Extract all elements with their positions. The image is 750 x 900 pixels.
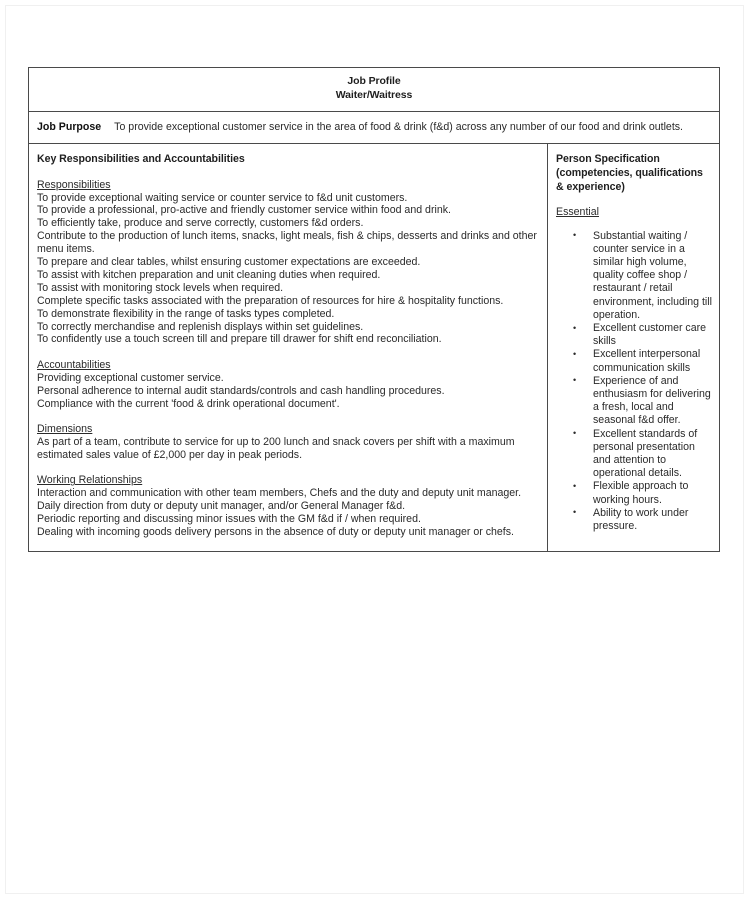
section-line: Complete specific tasks associated with the preparation of resources for hire & hospitality functions. xyxy=(37,294,504,307)
section-line: To correctly merchandise and replenish displays within set guidelines. xyxy=(37,320,364,333)
spacer xyxy=(37,346,539,359)
section-line: To prepare and clear tables, whilst ensuring customer expectations are exceeded. xyxy=(37,256,421,269)
essential-list-item: • Experience of and enthusiasm for delivering a fresh, local and seasonal f&d offer. xyxy=(556,375,713,428)
key-responsibilities-heading: Key Responsibilities and Accountabilities xyxy=(37,153,245,165)
essential-subheading: Essential xyxy=(556,205,599,218)
essential-list-item: • Excellent customer care skills xyxy=(556,322,713,348)
person-specification-heading: Person Specification (competencies, qualifications & experience) xyxy=(556,153,703,194)
person-specification-cell xyxy=(548,144,719,551)
section-line: To assist with kitchen preparation and unit cleaning duties when required. xyxy=(37,268,381,281)
document-body-row xyxy=(29,144,719,551)
section-subheading: Working Relationships xyxy=(37,474,143,487)
page-subtitle: Waiter/Waitress xyxy=(335,88,413,101)
essential-requirements-list xyxy=(556,230,713,534)
document-header-row xyxy=(29,68,719,112)
spacer xyxy=(556,219,713,230)
section-line: To demonstrate flexibility in the range of tasks types completed. xyxy=(37,307,335,320)
section-line: To assist with monitoring stock levels when required. xyxy=(37,281,284,294)
key-responsibilities-cell xyxy=(29,144,548,551)
section-line: Contribute to the production of lunch items, snacks, light meals, fish & chips, desserts and drinks and other menu items. xyxy=(37,230,537,256)
section-line: Interaction and communication with other team members, Chefs and the duty and deputy unit manager. xyxy=(37,487,522,500)
essential-list-item: • Substantial waiting / counter service in a similar high volume, quality coffee shop / restaurant / retail environment, including till operation. xyxy=(556,230,713,322)
section-subheading: Responsibilities xyxy=(37,178,111,191)
spacer xyxy=(556,195,713,206)
page-title: Job Profile xyxy=(347,75,401,87)
essential-list-item: • Ability to work under pressure. xyxy=(556,507,713,533)
section-subheading: Accountabilities xyxy=(37,358,111,371)
section-line: Dealing with incoming goods delivery persons in the absence of duty or deputy unit manager or chefs. xyxy=(37,526,514,539)
section-line: As part of a team, contribute to service for up to 200 lunch and snack covers per shift with a maximum estimated sales value of £2,000 per day in peak periods. xyxy=(37,436,515,461)
section-line: Providing exceptional customer service. xyxy=(37,371,224,384)
job-purpose-row xyxy=(29,112,719,144)
section-line: To efficiently take, produce and serve correctly, customers f&d orders. xyxy=(37,217,364,230)
job-purpose-body: To provide exceptional customer service in the area of food & drink (f&d) across any number of our food and drink outlets. xyxy=(114,121,684,133)
section-line: Compliance with the current 'food & drink operational document'. xyxy=(37,397,340,410)
job-purpose-text xyxy=(37,120,711,134)
section-line: To provide exceptional waiting service or counter service to f&d unit customers. xyxy=(37,191,408,204)
essential-list-item: • Excellent standards of personal presentation and attention to operational details. xyxy=(556,428,713,481)
spacer xyxy=(37,411,539,424)
section-line: Personal adherence to internal audit standards/controls and cash handling procedures. xyxy=(37,384,445,397)
job-purpose-label: Job Purpose xyxy=(37,121,102,133)
section-line: To provide a professional, pro-active and friendly customer service within food and drink. xyxy=(37,204,451,217)
essential-list-item: • Excellent interpersonal communication skills xyxy=(556,348,713,374)
job-profile-table xyxy=(28,67,720,552)
essential-list-item: • Flexible approach to working hours. xyxy=(556,480,713,506)
section-line: Periodic reporting and discussing minor issues with the GM f&d if / when required. xyxy=(37,513,421,526)
section-line: To confidently use a touch screen till and prepare till drawer for shift end reconciliation. xyxy=(37,333,442,346)
section-subheading: Dimensions xyxy=(37,423,93,436)
left-sections-container xyxy=(37,166,539,539)
spacer xyxy=(37,166,539,179)
section-line: Daily direction from duty or deputy unit manager, and/or General Manager f&d. xyxy=(37,500,406,513)
spacer xyxy=(37,462,539,475)
